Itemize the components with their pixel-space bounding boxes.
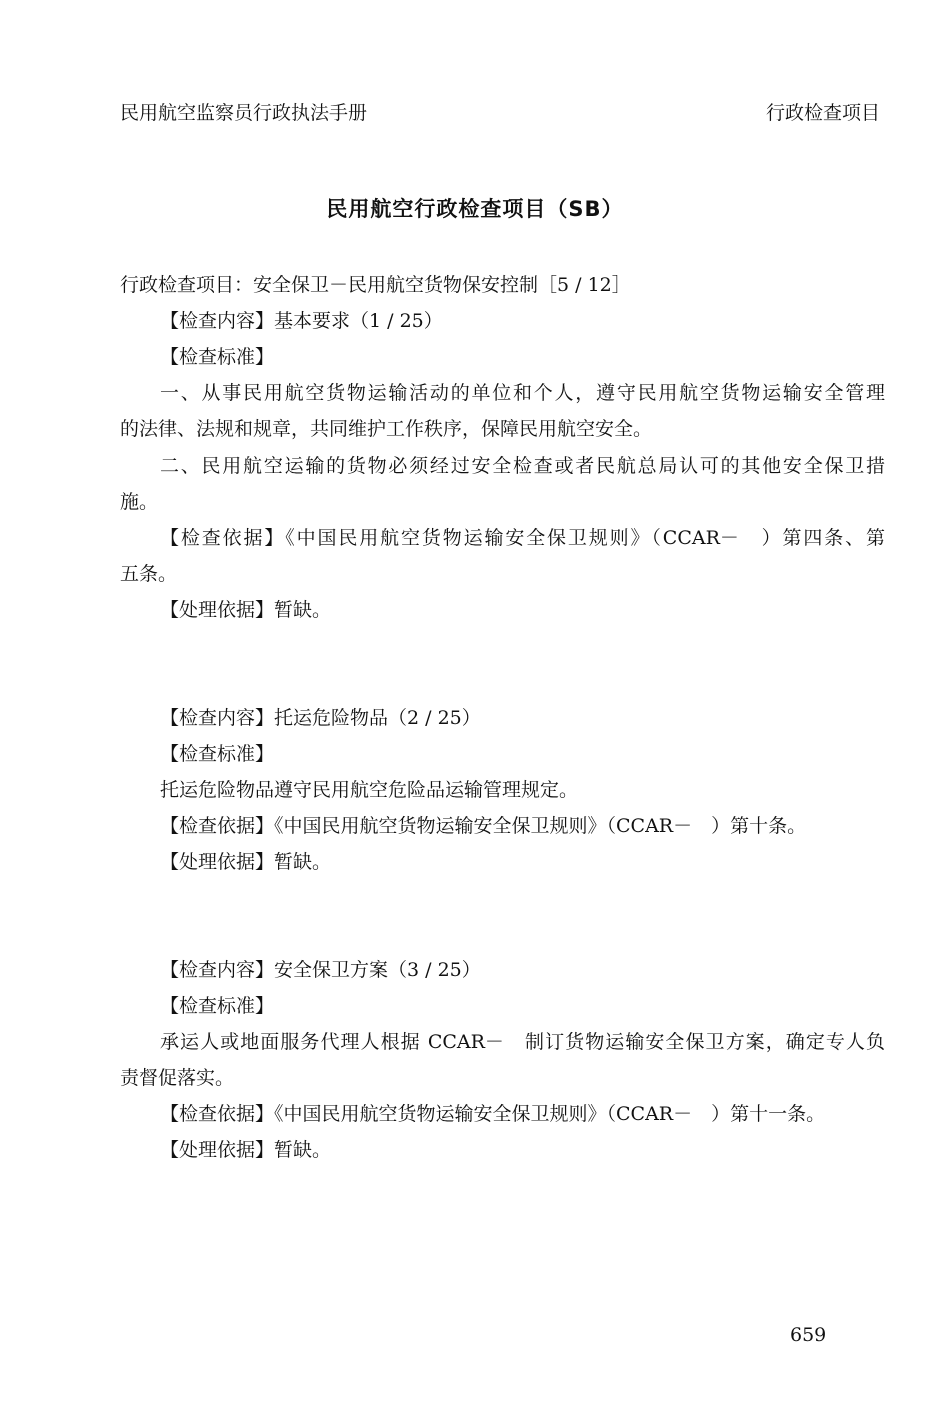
section-1-standard-line: 一、从事民用航空货物运输活动的单位和个人，遵守民用航空货物运输安全管理 (160, 382, 885, 404)
section-3-content: 【检查内容】安全保卫方案（3 / 25） (160, 959, 481, 981)
project-line: 行政检查项目：安全保卫－民用航空货物保安控制［5 / 12］ (120, 274, 631, 296)
section-1-standard-label: 【检查标准】 (160, 346, 275, 368)
running-header-left: 民用航空监察员行政执法手册 (120, 102, 368, 124)
page-number: 659 (790, 1324, 827, 1346)
section-1-handling: 【处理依据】暂缺。 (160, 599, 332, 621)
section-1-basis-line: 五条。 (120, 563, 178, 585)
section-2-content: 【检查内容】托运危险物品（2 / 25） (160, 707, 481, 729)
section-1-standard-line: 的法律、法规和规章，共同维护工作秩序，保障民用航空安全。 (120, 418, 653, 440)
section-1-basis-line: 【检查依据】《中国民用航空货物运输安全保卫规则》（CCAR－ ）第四条、第 (160, 527, 885, 549)
section-3-standard-line: 责督促落实。 (120, 1067, 235, 1089)
section-3-standard-line: 承运人或地面服务代理人根据 CCAR－ 制订货物运输安全保卫方案，确定专人负 (160, 1031, 885, 1053)
section-1-standard-line: 二、民用航空运输的货物必须经过安全检查或者民航总局认可的其他安全保卫措 (160, 455, 885, 477)
running-header-right: 行政检查项目 (765, 102, 880, 124)
section-1-standard-line: 施。 (120, 491, 159, 513)
section-1-content: 【检查内容】基本要求（1 / 25） (160, 310, 443, 332)
section-2-handling: 【处理依据】暂缺。 (160, 851, 332, 873)
page-title: 民用航空行政检查项目（SB） (326, 197, 624, 221)
section-2-standard-line: 托运危险物品遵守民用航空危险品运输管理规定。 (160, 779, 579, 801)
section-3-standard-label: 【检查标准】 (160, 995, 275, 1017)
section-2-standard-label: 【检查标准】 (160, 743, 275, 765)
section-3-basis-line: 【检查依据】《中国民用航空货物运输安全保卫规则》（CCAR－ ）第十一条。 (160, 1103, 826, 1125)
section-2-basis-line: 【检查依据】《中国民用航空货物运输安全保卫规则》（CCAR－ ）第十条。 (160, 815, 807, 837)
section-3-handling: 【处理依据】暂缺。 (160, 1139, 332, 1161)
